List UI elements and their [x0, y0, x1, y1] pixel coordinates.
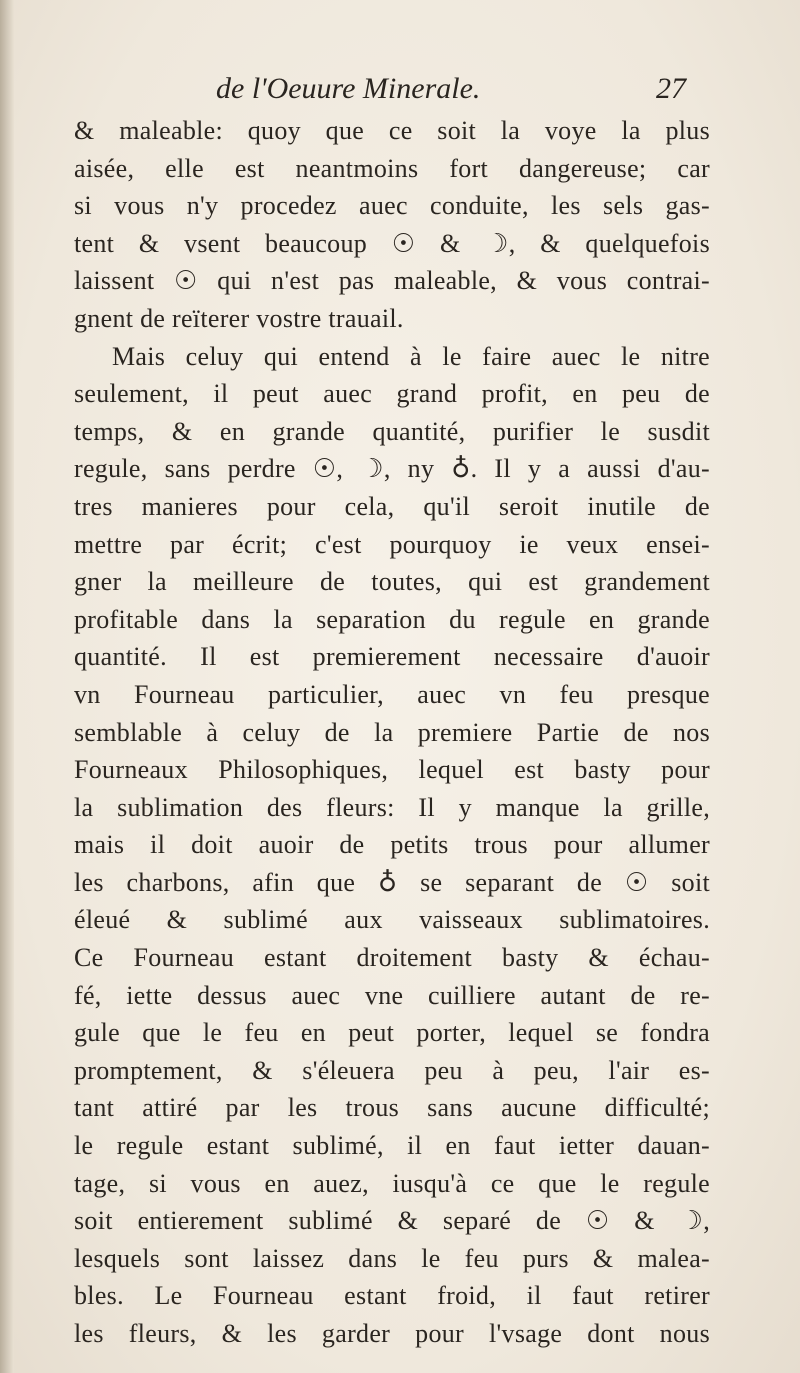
page-header	[216, 72, 686, 112]
text-line: gner la meilleure de toutes, qui est grandement	[74, 567, 710, 597]
text-line: Mais celuy qui entend à le faire auec le nitre	[112, 341, 710, 371]
text-line: aisée, elle est neantmoins fort dangereuse; car	[74, 153, 710, 183]
text-line: le regule estant sublimé, il en faut ietter dauan-	[74, 1131, 710, 1161]
text-line: tres manieres pour cela, qu'il seroit inutile de	[74, 491, 710, 521]
text-line: la sublimation des fleurs: Il y manque la grille,	[74, 792, 710, 822]
text-line: semblable à celuy de la premiere Partie de nos	[74, 717, 710, 747]
text-line: les charbons, afin que ♁ se separant de ☉ soit	[74, 867, 710, 897]
text-line: tage, si vous en auez, iusqu'à ce que le regule	[74, 1168, 710, 1198]
text-line: regule, sans perdre ☉, ☽, ny ♁. Il y a aussi d'au-	[74, 454, 710, 484]
running-title: de l'Oeuure Minerale.	[216, 72, 481, 105]
text-line: tant attiré par les trous sans aucune difficulté;	[74, 1093, 710, 1123]
text-line: seulement, il peut auec grand profit, en peu de	[74, 379, 710, 409]
text-line: gnent de reïterer vostre trauail.	[74, 303, 404, 333]
text-line: quantité. Il est premierement necessaire d'auoir	[74, 642, 710, 672]
text-line: promptement, & s'éleuera peu à peu, l'air es-	[74, 1055, 710, 1085]
page-number: 27	[656, 72, 686, 105]
text-line: lesquels sont laissez dans le feu purs & malea-	[74, 1243, 710, 1273]
text-line: mettre par écrit; c'est pourquoy ie veux ensei-	[74, 529, 710, 559]
text-line: temps, & en grande quantité, purifier le susdit	[74, 416, 710, 446]
text-line: profitable dans la separation du regule en grande	[74, 604, 710, 634]
text-line: les fleurs, & les garder pour l'vsage dont nous	[74, 1319, 710, 1348]
text-line: mais il doit auoir de petits trous pour allumer	[74, 830, 710, 860]
text-line: bles. Le Fourneau estant froid, il faut retirer	[74, 1281, 710, 1311]
text-line: tent & vsent beaucoup ☉ & ☽, & quelquefois	[74, 228, 710, 258]
text-line: soit entierement sublimé & separé de ☉ & ☽,	[74, 1206, 710, 1236]
text-line: vn Fourneau particulier, auec vn feu presque	[74, 679, 710, 709]
page-gutter	[0, 0, 14, 1373]
text-line: Fourneaux Philosophiques, lequel est basty pour	[74, 755, 710, 785]
text-line: Ce Fourneau estant droitement basty & échau-	[74, 943, 710, 973]
text-line: fé, iette dessus auec vne cuilliere autant de re-	[74, 980, 710, 1010]
text-line: éleué & sublimé aux vaisseaux sublimatoires.	[74, 905, 710, 935]
body-text	[74, 112, 710, 1353]
text-line: laissent ☉ qui n'est pas maleable, & vous contrai-	[74, 266, 710, 296]
text-line: si vous n'y procedez auec conduite, les sels gas-	[74, 191, 710, 221]
text-line: gule que le feu en peut porter, lequel se fondra	[74, 1018, 710, 1048]
text-line: & maleable: quoy que ce soit la voye la plus	[74, 116, 710, 145]
